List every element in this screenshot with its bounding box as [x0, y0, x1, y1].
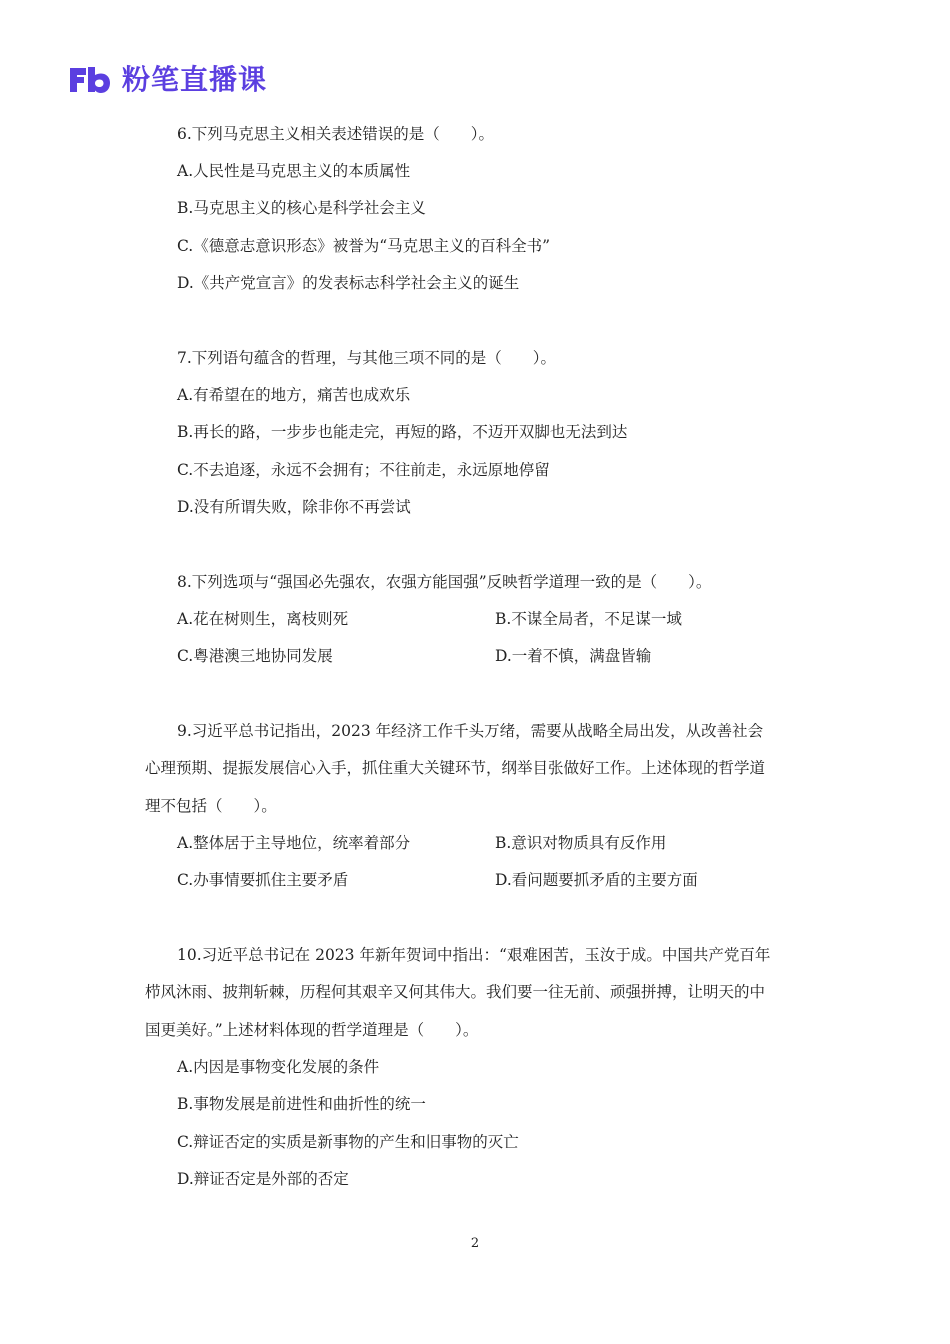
question-6-option-d: D.《共产党宣言》的发表标志科学社会主义的诞生 [177, 274, 520, 292]
question-6-option-b: B.马克思主义的核心是科学社会主义 [177, 199, 426, 217]
question-10-option-d: D.辩证否定是外部的否定 [177, 1170, 349, 1188]
question-9-option-b: B.意识对物质具有反作用 [495, 834, 667, 852]
question-6-stem: 6.下列马克思主义相关表述错误的是（ ）。 [177, 125, 495, 143]
question-9-stem-line-3: 理不包括（ ）。 [145, 797, 277, 815]
question-10-option-c: C.辩证否定的实质是新事物的产生和旧事物的灭亡 [177, 1133, 519, 1151]
fb-logo-icon [68, 65, 112, 95]
question-8-option-b: B.不谋全局者，不足谋一域 [495, 610, 682, 628]
question-10-option-b: B.事物发展是前进性和曲折性的统一 [177, 1095, 426, 1113]
question-10-stem-line-1: 10.习近平总书记在 2023 年新年贺词中指出：“艰难困苦，玉汝于成。中国共产党百年 [177, 946, 771, 964]
brand-logo [68, 62, 267, 98]
question-8-option-d: D.一着不慎，满盘皆输 [495, 647, 652, 665]
question-10-stem-line-2: 栉风沐雨、披荆斩棘，历程何其艰辛又何其伟大。我们要一往无前、顽强拼搏，让明天的中 [145, 983, 766, 1001]
question-7-option-c: C.不去追逐，永远不会拥有；不往前走，永远原地停留 [177, 461, 550, 479]
question-7-stem: 7.下列语句蕴含的哲理，与其他三项不同的是（ ）。 [177, 349, 557, 367]
question-7-option-b: B.再长的路，一步步也能走完，再短的路，不迈开双脚也无法到达 [177, 423, 628, 441]
question-9-stem-line-1: 9.习近平总书记指出，2023 年经济工作千头万绪，需要从战略全局出发，从改善社会 [177, 722, 764, 740]
question-7-option-a: A.有希望在的地方，痛苦也成欢乐 [177, 386, 411, 404]
question-8-stem: 8.下列选项与“强国必先强农，农强方能国强”反映哲学道理一致的是（ ）。 [177, 573, 712, 591]
question-6-option-a: A.人民性是马克思主义的本质属性 [177, 162, 411, 180]
question-9-option-a: A.整体居于主导地位，统率着部分 [177, 834, 411, 852]
question-9-option-c: C.办事情要抓住主要矛盾 [177, 871, 349, 889]
question-10-stem-line-3: 国更美好。”上述材料体现的哲学道理是（ ）。 [145, 1021, 479, 1039]
question-8-option-c: C.粤港澳三地协同发展 [177, 647, 333, 665]
brand-name: 粉笔直播课 [122, 63, 268, 96]
question-9-stem-line-2: 心理预期、提振发展信心入手，抓住重大关键环节，纲举目张做好工作。上述体现的哲学道 [145, 759, 766, 777]
question-6-option-c: C.《德意志意识形态》被誉为“马克思主义的百科全书” [177, 237, 551, 255]
question-7-option-d: D.没有所谓失败，除非你不再尝试 [177, 498, 411, 516]
question-9-option-d: D.看问题要抓矛盾的主要方面 [495, 871, 698, 889]
question-8-option-a: A.花在树则生，离枝则死 [177, 610, 349, 628]
question-10-option-a: A.内因是事物变化发展的条件 [177, 1058, 380, 1076]
page-number: 2 [470, 1236, 480, 1251]
